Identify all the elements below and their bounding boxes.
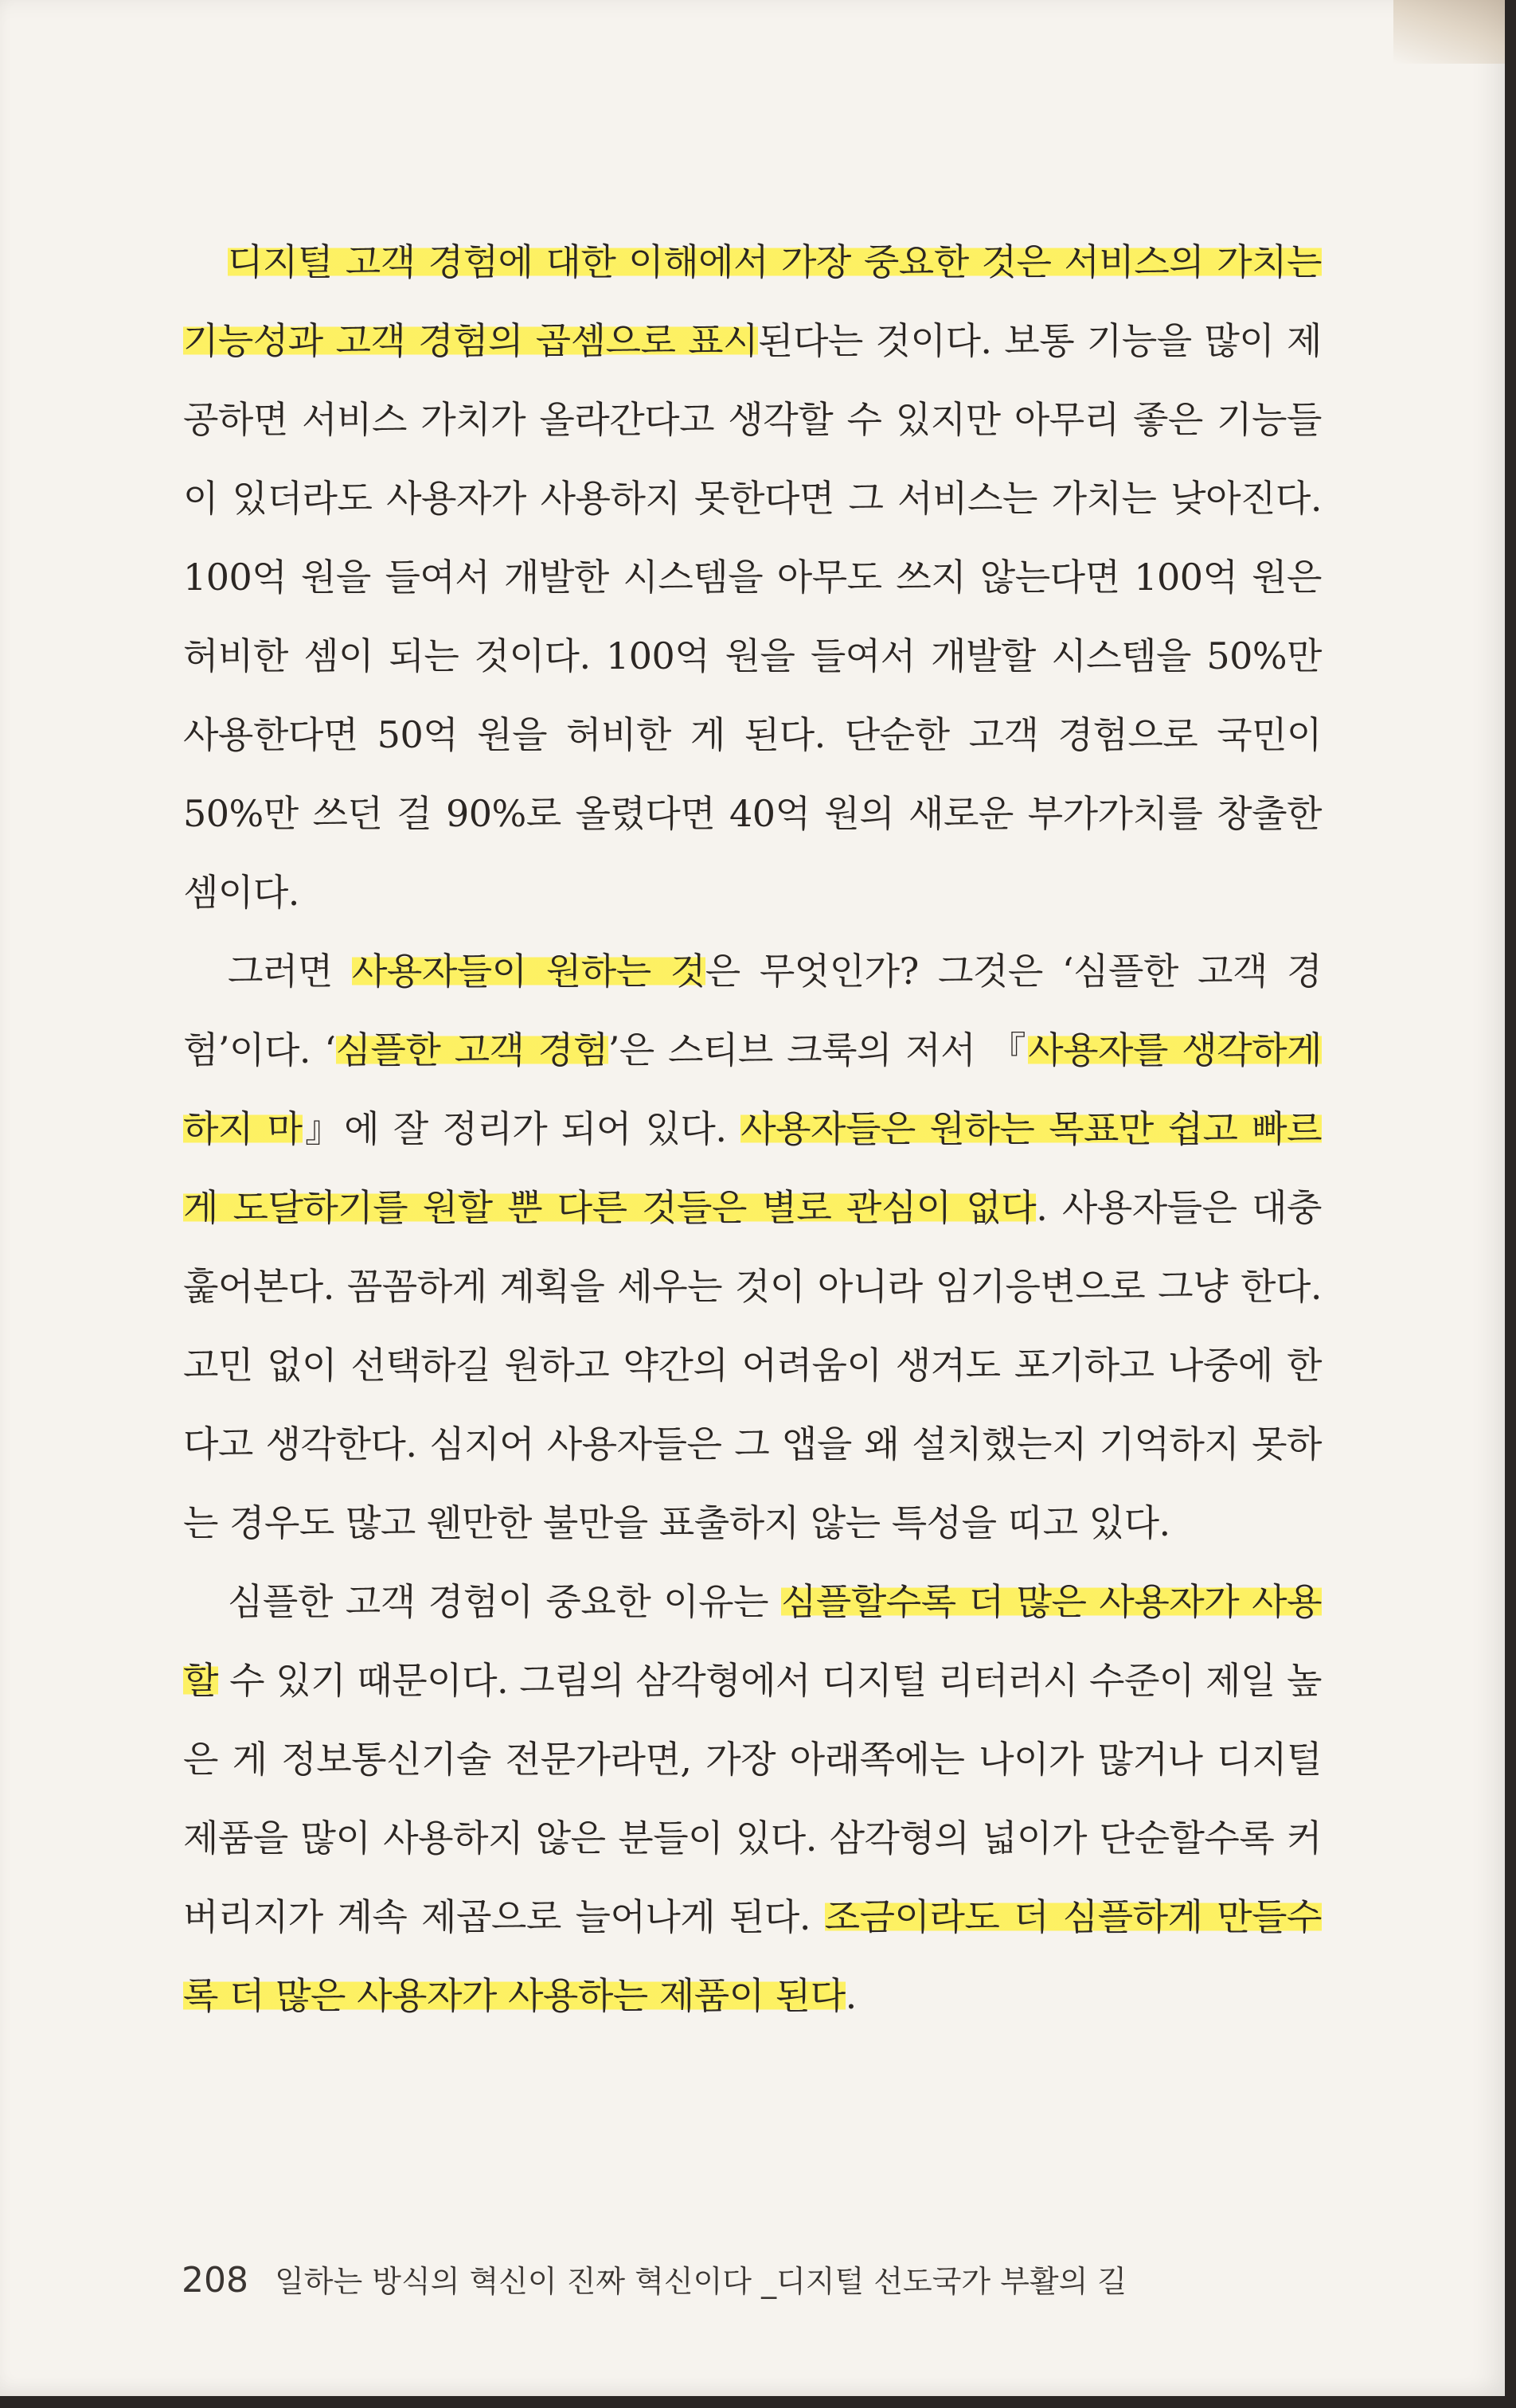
body-text-run: 심플한 고객 경험이 중요한 이유는 [228, 1580, 781, 1623]
highlighted-text: 조금이라도 더 심플하게 만들수록 더 많은 사용자가 사용하는 제품이 된다 [183, 1895, 1322, 2017]
running-title: 일하는 방식의 혁신이 진짜 혁신이다 _디지털 선도국가 부활의 길 [275, 2264, 1127, 2299]
page-corner-shadow [1393, 0, 1505, 64]
highlighted-text: 사용자들은 원하는 목표만 쉽고 빠르게 도달하기를 원할 뿐 다른 것들은 별로 관심이 없다 [183, 1107, 1323, 1229]
page-number: 208 [182, 2260, 248, 2301]
page-footer [182, 2257, 1127, 2301]
body-text-run: 그러면 [228, 950, 352, 993]
body-text [183, 223, 1322, 2035]
body-text-run: 수 있기 때문이다. 그림의 삼각형에서 디지털 리터러시 수준이 제일 높은 게 정보통신기술 전문가라면, 가장 아래쪽에는 나이가 많거나 디지털 제품을 많이 사용하지 않은 분들이 있다. 삼각형의 넓이가 단순할수록 커버리지가 계속 제곱으로 늘어나게 된다. [183, 1659, 1322, 1938]
body-text-run: 』에 잘 정리가 되어 있다. [302, 1107, 741, 1150]
body-text-run: . 사용자들은 대충 훑어본다. 꼼꼼하게 계획을 세우는 것이 아니라 임기응변으로 그냥 한다. 고민 없이 선택하길 원하고 약간의 어려움이 생겨도 포기하고 나중에 한다고 생각한다. 심지어 사용자들은 그 앱을 왜 설치했는지 기억하지 못하는 경우도 많고 웬만한 불만을 표출하지 않는 특성을 띠고 있다. [183, 1186, 1322, 1544]
body-text-run: ’은 스티브 크룩의 저서 『 [608, 1028, 1029, 1071]
body-text-run: 된다는 것이다. 보통 기능을 많이 제공하면 서비스 가치가 올라간다고 생각할 수 있지만 아무리 좋은 기능들이 있더라도 사용자가 사용하지 못한다면 그 서비스는 가치는 낮아진다. 100억 원을 들여서 개발한 시스템을 아무도 쓰지 않는다면 100억 원은 허비한 셈이 되는 것이다. 100억 원을 들여서 개발할 시스템을 50%만 사용한다면 50억 원을 허비한 게 된다. 단순한 고객 경험으로 국민이 50%만 쓰던 걸 90%로 올렸다면 40억 원의 새로운 부가가치를 창출한 셈이다. [183, 319, 1322, 914]
highlighted-text: 디지털 고객 경험에 대한 이해에서 가장 중요한 것은 서비스의 가치는 기능성과 고객 경험의 곱셈으로 표시 [183, 240, 1322, 362]
highlighted-text: 심플한 고객 경험 [335, 1028, 608, 1071]
highlighted-text: 심플할수록 더 많은 사용자가 사용할 [183, 1580, 1323, 1702]
highlighted-text: 사용자를 생각하게 하지 마 [183, 1028, 1322, 1150]
body-text-run: . [845, 1974, 857, 2017]
body-text-run: 은 무엇인가? 그것은 ‘심플한 고객 경험’이다. ‘ [183, 950, 1323, 1071]
paragraph-2 [183, 932, 1322, 1563]
paragraph-3 [183, 1563, 1322, 2035]
paragraph-1 [183, 223, 1322, 932]
highlighted-text: 사용자들이 원하는 것 [351, 950, 705, 993]
